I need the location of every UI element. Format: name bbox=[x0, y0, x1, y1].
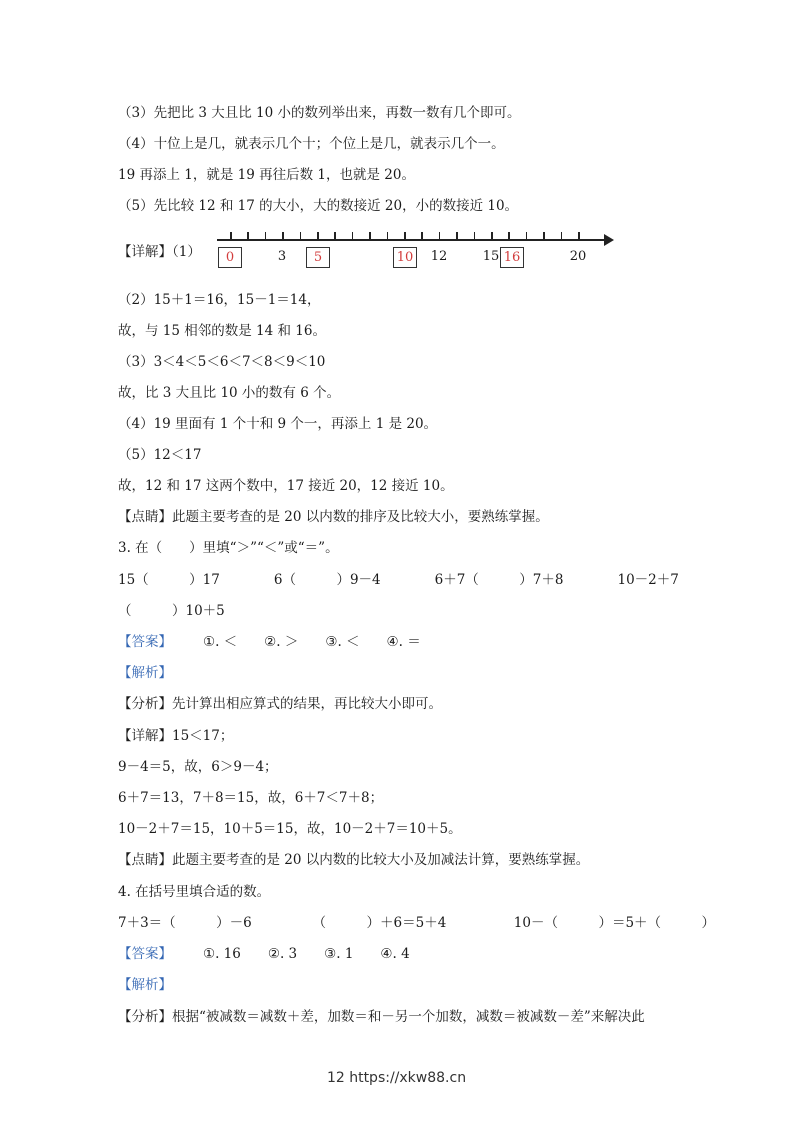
number-line-tick bbox=[561, 232, 563, 240]
number-line-tick bbox=[387, 232, 389, 240]
number-line-tick bbox=[421, 232, 423, 240]
text-line: 故，比 3 大且比 10 小的数有 6 个。 bbox=[118, 385, 341, 401]
text-line: 故，与 15 相邻的数是 14 和 16。 bbox=[118, 323, 326, 339]
text-line: （4）19 里面有 1 个十和 9 个一，再添上 1 是 20。 bbox=[118, 416, 438, 432]
number-line-tick bbox=[369, 232, 371, 240]
text-line: 【详解】15＜17； bbox=[118, 728, 234, 744]
number-line-label: 15 bbox=[482, 249, 500, 264]
number-line-tick bbox=[247, 232, 249, 240]
number-line-boxed-label: 16 bbox=[500, 247, 524, 268]
number-line-tick bbox=[404, 232, 406, 240]
text-line: （5）12＜17 bbox=[118, 447, 202, 463]
number-line-tick bbox=[456, 232, 458, 240]
text-line: （4）十位上是几，就表示几个十；个位上是几，就表示几个一。 bbox=[118, 136, 505, 152]
question-3-items: 15（ ）17 6（ ）9－4 6＋7（ ）7＋8 10－2＋7 bbox=[118, 572, 679, 588]
number-line-label: 12 bbox=[430, 249, 448, 264]
number-line-arrow-icon bbox=[604, 234, 614, 246]
question-4-title: 4. 在括号里填合适的数。 bbox=[118, 884, 271, 900]
number-line-tick bbox=[526, 232, 528, 240]
page-footer: 12 https://xkw88.cn bbox=[326, 1070, 467, 1086]
number-line-tick bbox=[300, 232, 302, 240]
number-line-boxed-label: 0 bbox=[218, 247, 242, 268]
number-line-tick bbox=[578, 232, 580, 240]
number-line-label: 3 bbox=[277, 249, 287, 264]
question-3-items-cont: （ ）10＋5 bbox=[118, 603, 225, 619]
text-line: 6＋7＝13，7＋8＝15，故，6＋7＜7＋8； bbox=[118, 790, 384, 806]
analysis-label: 【解析】 bbox=[118, 665, 172, 681]
number-line-boxed-label: 10 bbox=[393, 247, 417, 268]
text-line: 故，12 和 17 这两个数中，17 接近 20，12 接近 10。 bbox=[118, 478, 454, 494]
number-line-tick bbox=[265, 232, 267, 240]
question-3-title: 3. 在（ ）里填“＞”“＜”或“＝”。 bbox=[118, 540, 339, 556]
text-line: 【点睛】此题主要考查的是 20 以内数的比较大小及加减法计算，要熟练掌握。 bbox=[118, 852, 590, 868]
answer-label: 【答案】 bbox=[118, 946, 172, 962]
detail-label: 【详解】（1） bbox=[118, 244, 201, 260]
number-line-label: 20 bbox=[569, 249, 587, 264]
text-line: （2）15＋1＝16，15－1＝14， bbox=[118, 292, 321, 308]
number-line-tick bbox=[317, 232, 319, 240]
number-line-tick bbox=[439, 232, 441, 240]
answer-text: ①. 16 ②. 3 ③. 1 ④. 4 bbox=[203, 946, 410, 962]
answer-label: 【答案】 bbox=[118, 634, 172, 650]
text-line: 【点睛】此题主要考查的是 20 以内数的排序及比较大小，要熟练掌握。 bbox=[118, 509, 549, 525]
number-line-axis bbox=[217, 239, 607, 241]
number-line-tick bbox=[474, 232, 476, 240]
number-line-tick bbox=[352, 232, 354, 240]
text-line: 9－4＝5，故，6＞9－4； bbox=[118, 759, 278, 775]
number-line-tick bbox=[508, 232, 510, 240]
question-4-items: 7＋3＝（ ）－6 （ ）＋6＝5＋4 10－（ ）＝5＋（ ） bbox=[118, 915, 716, 931]
analysis-label: 【解析】 bbox=[118, 977, 172, 993]
number-line-tick bbox=[282, 232, 284, 240]
answer-text: ①. ＜ ②. ＞ ③. ＜ ④. ＝ bbox=[203, 634, 421, 650]
number-line-boxed-label: 5 bbox=[306, 247, 330, 268]
text-line: （3）先把比 3 大且比 10 小的数列举出来，再数一数有几个即可。 bbox=[118, 105, 521, 121]
text-line: 19 再添上 1，就是 19 再往后数 1，也就是 20。 bbox=[118, 167, 415, 183]
text-line: 10－2＋7＝15，10＋5＝15，故，10－2＋7＝10＋5。 bbox=[118, 821, 462, 837]
text-line: （5）先比较 12 和 17 的大小，大的数接近 20，小的数接近 10。 bbox=[118, 198, 519, 214]
text-line: （3）3＜4＜5＜6＜7＜8＜9＜10 bbox=[118, 354, 326, 370]
number-line-tick bbox=[543, 232, 545, 240]
number-line-tick bbox=[491, 232, 493, 240]
number-line-tick bbox=[334, 232, 336, 240]
text-line: 【分析】先计算出相应算式的结果，再比较大小即可。 bbox=[118, 696, 442, 712]
text-line: 【分析】根据“被减数＝减数＋差，加数＝和－另一个加数，减数＝被减数－差”来解决此 bbox=[118, 1009, 645, 1025]
number-line-tick bbox=[230, 232, 232, 240]
